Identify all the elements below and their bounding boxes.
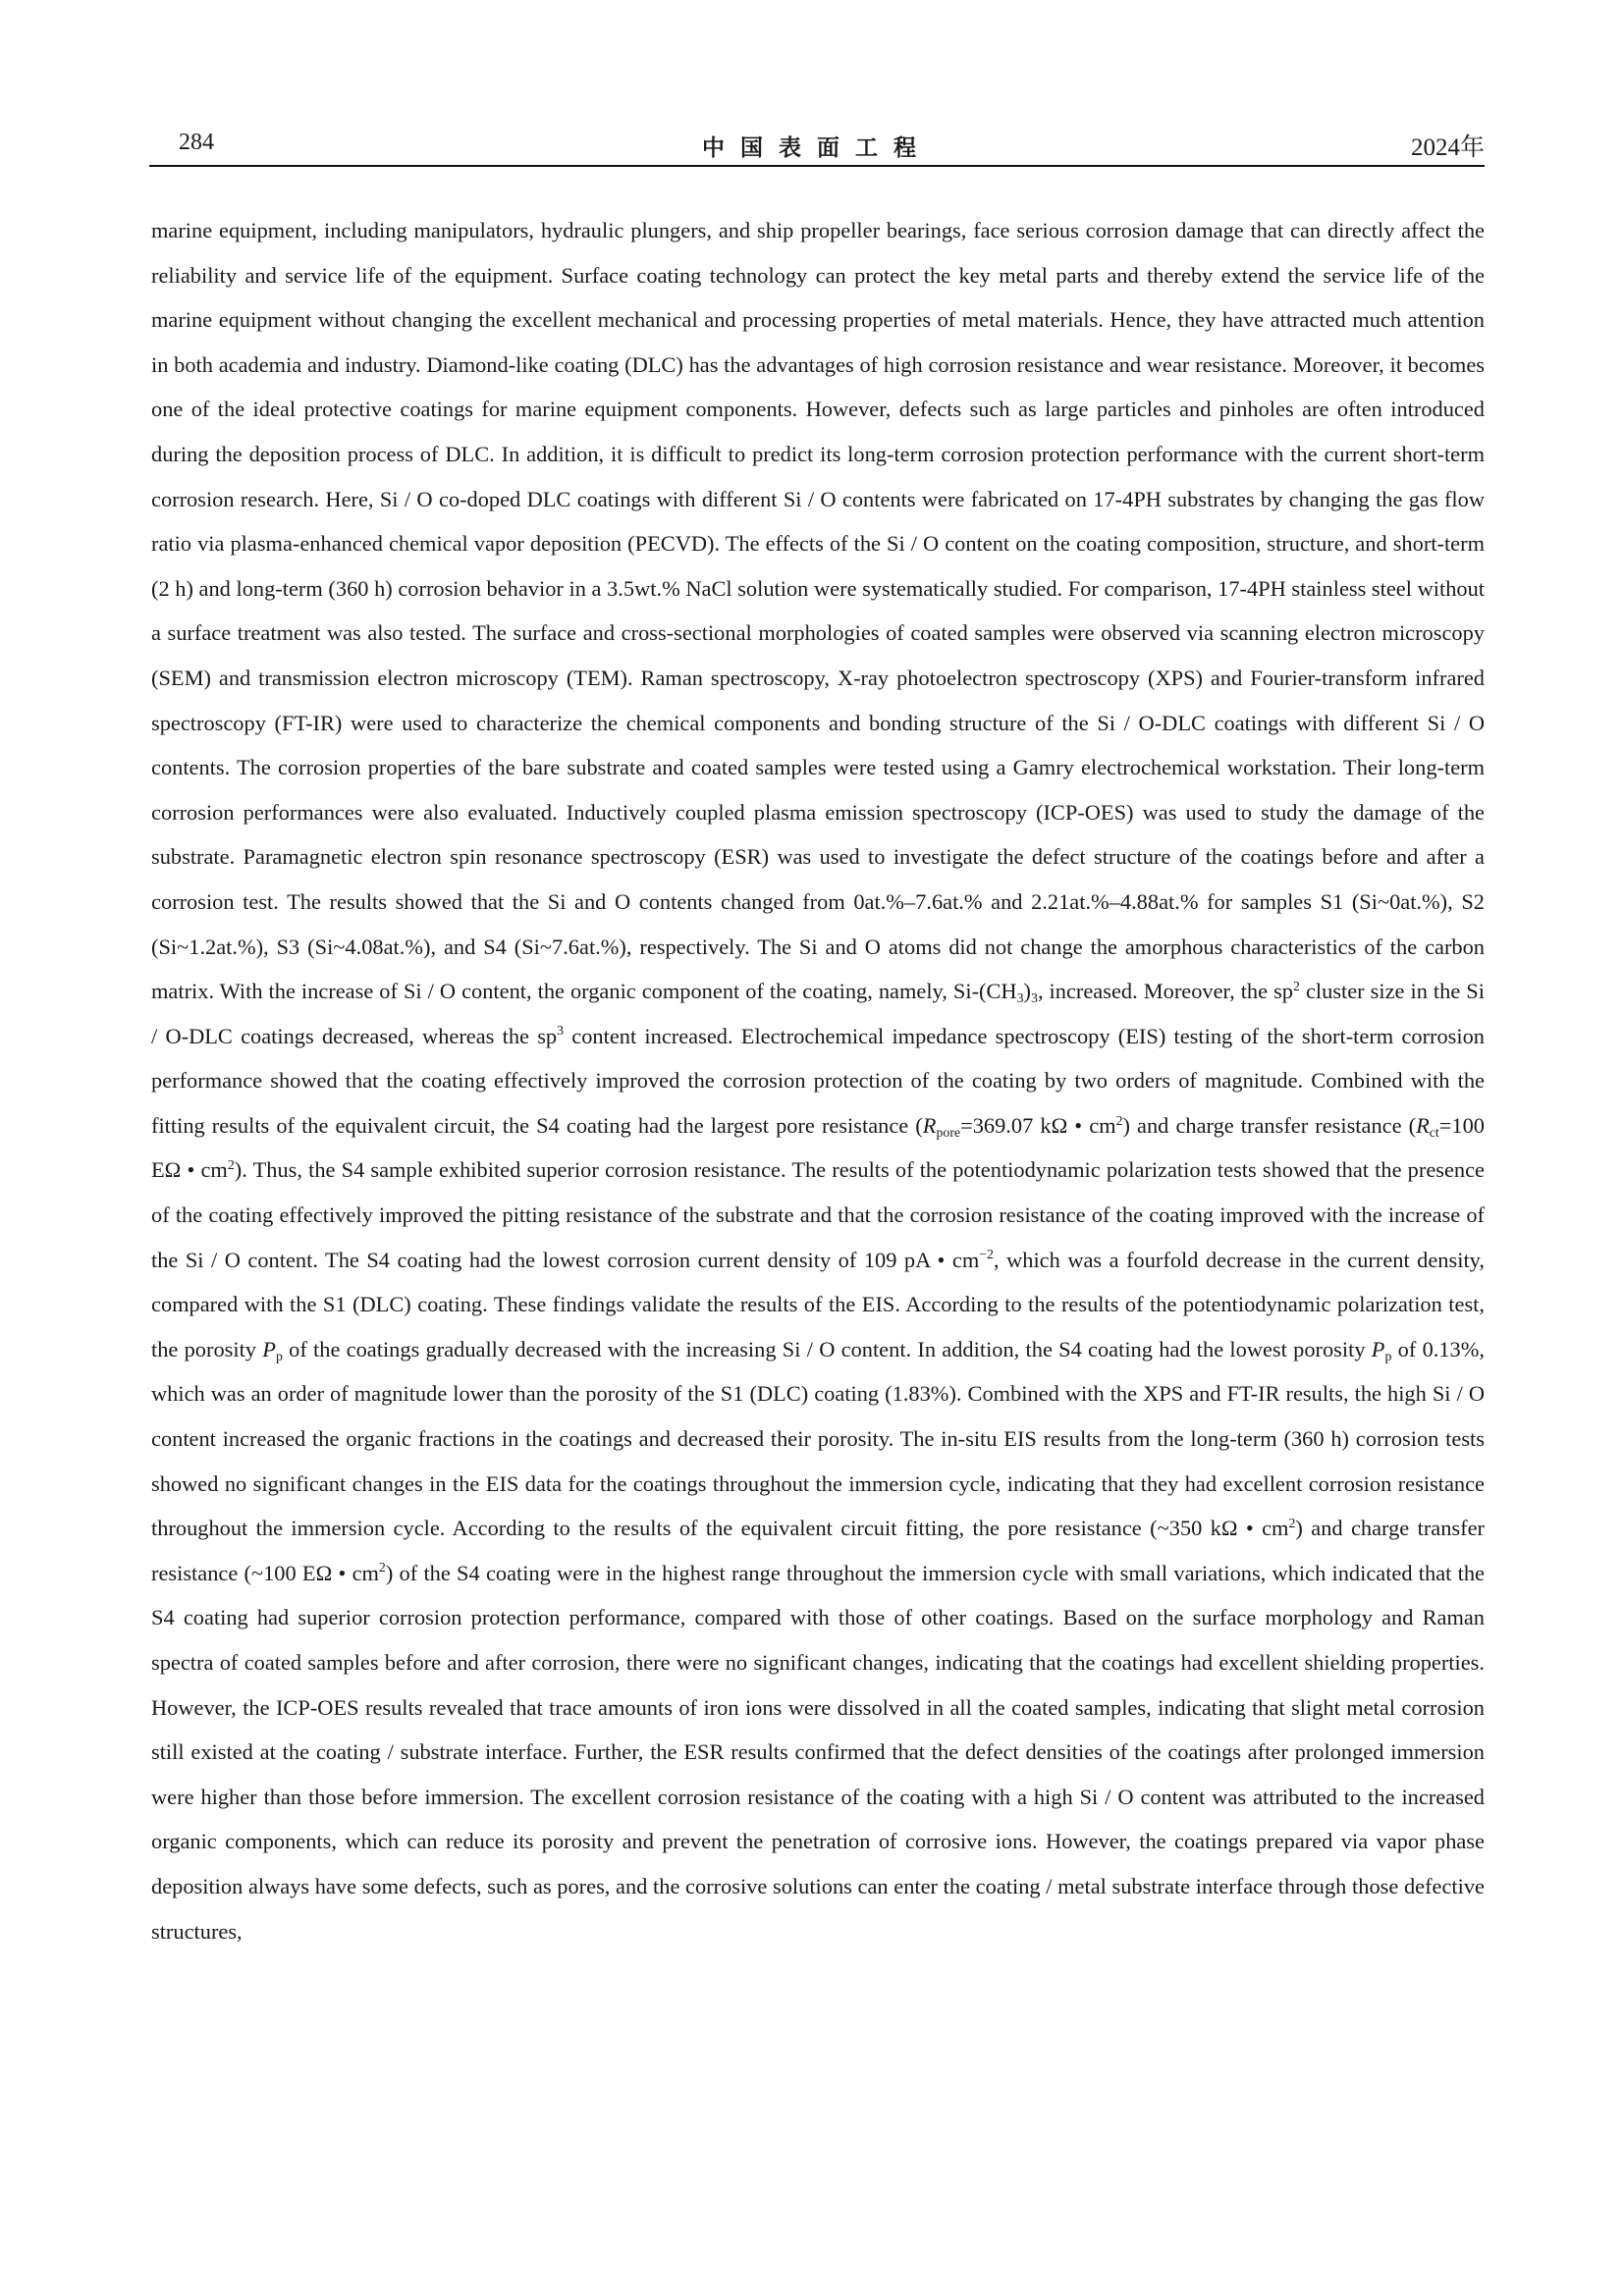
- text-run: ): [1023, 979, 1031, 1004]
- superscript: 2: [1293, 979, 1300, 994]
- symbol-porosity: P: [262, 1336, 276, 1362]
- superscript: 2: [1115, 1113, 1123, 1129]
- text-run: ) and charge transfer resistance (: [1122, 1112, 1417, 1138]
- subscript: 3: [1016, 991, 1024, 1007]
- subscript: p: [1384, 1350, 1392, 1364]
- text-run: =369.07 kΩ • cm: [960, 1112, 1116, 1138]
- abstract-paragraph: [151, 208, 1485, 1953]
- journal-name: 中国表面工程: [702, 135, 932, 160]
- symbol-r-ct: R: [1416, 1112, 1430, 1138]
- subscript: ct: [1429, 1126, 1439, 1142]
- superscript: −2: [979, 1248, 994, 1263]
- page-number: 284: [179, 130, 214, 155]
- superscript: 2: [227, 1158, 235, 1174]
- text-run: cluster size in the Si / O-DLC coatings decreased, whereas the sp: [151, 979, 1485, 1048]
- text-run: =100 EΩ • cm: [151, 1112, 1485, 1183]
- symbol-porosity: P: [1371, 1336, 1385, 1362]
- text-run: , which was a fourfold decrease in the current density, compared with the S1 (DLC) coating. These findings validate the results of the EIS. According to the results of the potentiodynamic polarization test, the porosity: [151, 1247, 1485, 1362]
- subscript: p: [275, 1350, 283, 1364]
- running-header: [149, 126, 1485, 167]
- text-run: ) of the S4 coating were in the highest range throughout the immersion cycle with small variations, which indicated that the S4 coating had superior corrosion protection performance, compared with those of other coatings. Based on the surface morphology and Raman spectra of coated samples before and after corrosion, there were no significant changes, indicating that the coatings had excellent shielding properties. However, the ICP-OES results revealed that trace amounts of iron ions were dissolved in all the coated samples, indicating that slight metal corrosion still existed at the coating / substrate interface. Further, the ESR results confirmed that the defect densities of the coatings after prolonged immersion were higher than those before immersion. The excellent corrosion resistance of the coating with a high Si / O content was attributed to the increased organic components, which can reduce its porosity and prevent the penetration of corrosive ions. However, the coatings prepared via vapor phase deposition always have some defects, such as pores, and the corrosive solutions can enter the coating / metal substrate interface through those defective structures,: [151, 1560, 1485, 1944]
- symbol-r-pore: R: [922, 1112, 937, 1138]
- text-run: content increased. Electrochemical impedance spectroscopy (EIS) testing of the short-term corrosion performance showed that the coating effectively improved the corrosion protection of the coating by two orders of magnitude. Combined with the fitting results of the equivalent circuit, the S4 coating had the largest pore resistance (: [151, 1023, 1485, 1138]
- superscript: 2: [1288, 1516, 1296, 1531]
- issue-year: 2024年: [1410, 134, 1485, 161]
- superscript: 3: [557, 1024, 565, 1040]
- text-run: of the coatings gradually decreased with the increasing Si / O content. In addition, the S4 coating had the lowest porosity: [282, 1336, 1372, 1362]
- text-run: , increased. Moreover, the sp: [1037, 979, 1293, 1004]
- text-run: of 0.13%, which was an order of magnitude lower than the porosity of the S1 (DLC) coating (1.83%). Combined with the XPS and FT-IR results, the high Si / O content increased the organic fractions in the coatings and decreased their porosity. The in-situ EIS results from the long-term (360 h) corrosion tests showed no significant changes in the EIS data for the coatings throughout the immersion cycle, indicating that they had excellent corrosion resistance throughout the immersion cycle. According to the results of the equivalent circuit fitting, the pore resistance (~350 kΩ • cm: [151, 1336, 1486, 1541]
- text-run: marine equipment, including manipulators, hydraulic plungers, and ship propeller bearings, face serious corrosion damage that can directly affect the reliability and service life of the equipment. Surface coating technology can protect the key metal parts and thereby extend the service life of the marine equipment without changing the excellent mechanical and processing properties of metal materials. Hence, they have attracted much attention in both academia and industry. Diamond-like coating (DLC) has the advantages of high corrosion resistance and wear resistance. Moreover, it becomes one of the ideal protective coatings for marine equipment components. However, defects such as large particles and pinholes are often introduced during the deposition process of DLC. In addition, it is difficult to predict its long-term corrosion protection performance with the current short-term corrosion research. Here, Si / O co-doped DLC coatings with different Si / O contents were fabricated on 17-4PH substrates by changing the gas flow ratio via plasma-enhanced chemical vapor deposition (PECVD). The effects of the Si / O content on the coating composition, structure, and short-term (2 h) and long-term (360 h) corrosion behavior in a 3.5wt.% NaCl solution were systematically studied. For comparison, 17-4PH stainless steel without a surface treatment was also tested. The surface and cross-sectional morphologies of coated samples were observed via scanning electron microscopy (SEM) and transmission electron microscopy (TEM). Raman spectroscopy, X-ray photoelectron spectroscopy (XPS) and Fourier-transform infrared spectroscopy (FT-IR) were used to characterize the chemical components and bonding structure of the Si / O-DLC coatings with different Si / O contents. The corrosion properties of the bare substrate and coated samples were tested using a Gamry electrochemical workstation. Their long-term corrosion performances were also evaluated. Inductively coupled plasma emission spectroscopy (ICP-OES) was used to study the damage of the substrate. Paramagnetic electron spin resonance spectroscopy (ESR) was used to investigate the defect structure of the coatings before and after a corrosion test. The results showed that the Si and O contents changed from 0at.%–7.6at.% and 2.21at.%–4.88at.% for samples S1 (Si~0at.%), S2 (Si~1.2at.%), S3 (Si~4.08at.%), and S4 (Si~7.6at.%), respectively. The Si and O atoms did not change the amorphous characteristics of the carbon matrix. With the increase of Si / O content, the organic component of the coating, namely, Si-(CH: [151, 218, 1485, 1004]
- superscript: 2: [378, 1561, 386, 1576]
- subscript: 3: [1031, 991, 1038, 1007]
- text-run: ). Thus, the S4 sample exhibited superior corrosion resistance. The results of the potentiodynamic polarization tests showed that the presence of the coating effectively improved the pitting resistance of the substrate and that the corrosion resistance of the coating improved with the increase of the Si / O content. The S4 coating had the lowest corrosion current density of 109 pA • cm: [151, 1157, 1485, 1272]
- subscript: pore: [936, 1126, 961, 1142]
- text-run: ) and charge transfer resistance (~100 EΩ • cm: [151, 1516, 1485, 1585]
- abstract-body: [151, 208, 1485, 1953]
